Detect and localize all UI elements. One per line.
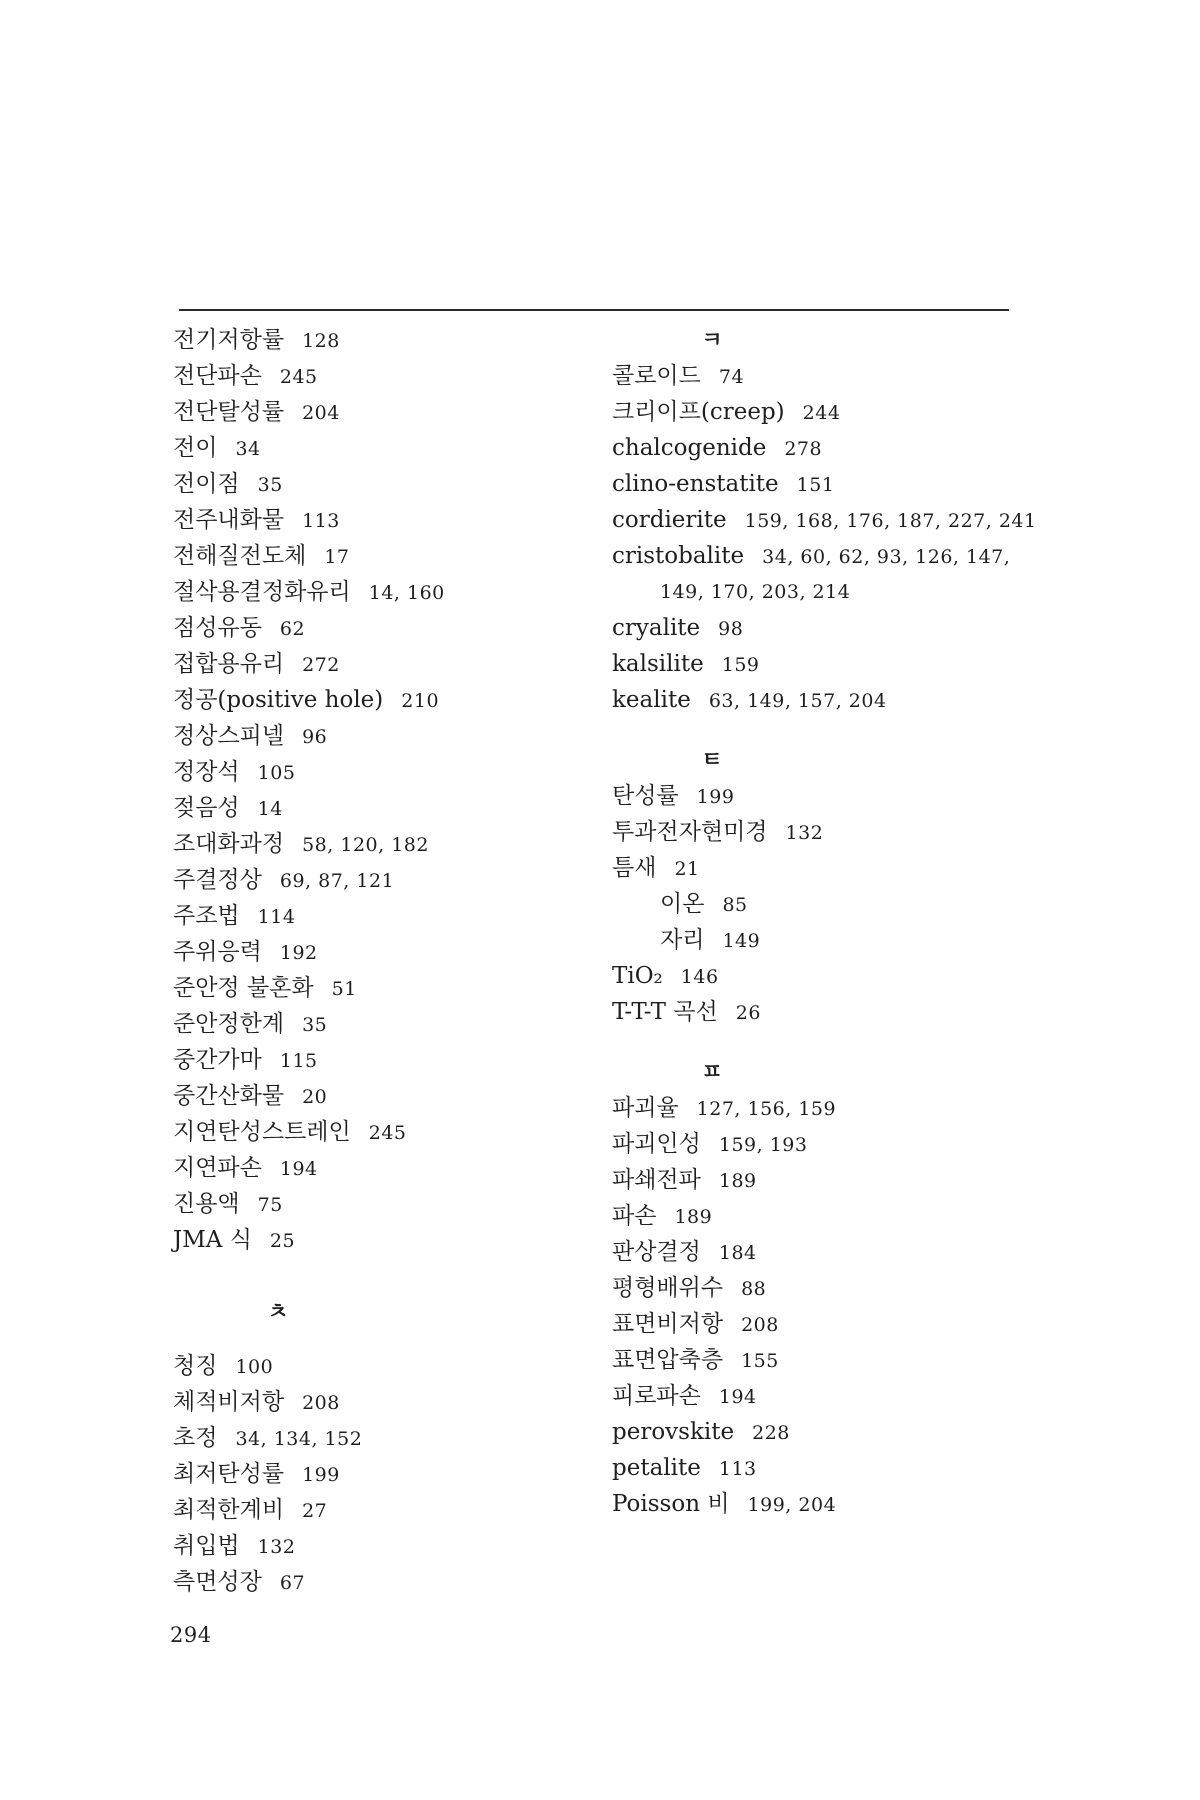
index-entry <box>612 850 1032 886</box>
index-term: 점성유동 <box>173 615 262 641</box>
index-pages: 113 <box>302 510 340 532</box>
index-pages: 149, 170, 203, 214 <box>660 581 851 603</box>
index-term: 체적비저항 <box>173 1389 285 1415</box>
index-pages: 34, 60, 62, 93, 126, 147, <box>762 546 1011 568</box>
index-entry <box>173 1384 593 1420</box>
index-pages: 17 <box>324 546 350 568</box>
index-term: 파괴인성 <box>612 1131 701 1157</box>
index-entry <box>173 934 593 970</box>
index-term: 진용액 <box>173 1191 240 1217</box>
index-entry <box>612 430 1032 466</box>
index-pages: 199 <box>696 786 735 808</box>
index-term: 전주내화물 <box>173 507 285 533</box>
index-pages: 245 <box>279 366 318 388</box>
index-entry <box>173 1006 593 1042</box>
index-pages: 155 <box>741 1350 779 1372</box>
section-header-p: ㅍ <box>701 1059 723 1085</box>
index-pages: 127, 156, 159 <box>696 1098 837 1120</box>
index-pages: 159, 193 <box>718 1134 808 1156</box>
right-column <box>612 322 1037 1522</box>
index-term: 파괴율 <box>612 1095 679 1121</box>
index-entry <box>173 790 593 826</box>
index-term: TiO₂ <box>612 963 663 989</box>
index-term: 전해질전도체 <box>173 543 307 569</box>
index-term: 표면비저항 <box>612 1311 724 1337</box>
index-term: 전단탈성률 <box>173 399 285 425</box>
index-pages: 278 <box>784 438 823 460</box>
index-term: 청징 <box>173 1353 218 1379</box>
index-pages: 96 <box>302 726 328 748</box>
index-entry <box>612 1162 1032 1198</box>
index-pages: 192 <box>279 942 318 964</box>
index-pages: 149 <box>722 930 761 952</box>
index-pages: 204 <box>302 402 340 424</box>
index-term: 조대화과정 <box>173 831 285 857</box>
index-entry <box>612 610 1032 646</box>
index-entry <box>173 826 593 862</box>
index-entry <box>173 646 593 682</box>
index-term: 지연파손 <box>173 1155 262 1181</box>
index-entry <box>612 1126 1032 1162</box>
index-term: 표면압축층 <box>612 1347 724 1373</box>
index-term: 전이점 <box>173 471 240 497</box>
index-entry <box>612 1306 1032 1342</box>
index-term: 피로파손 <box>612 1383 701 1409</box>
index-term: 평형배위수 <box>612 1275 724 1301</box>
index-entry <box>612 814 1032 850</box>
index-pages: 199, 204 <box>747 1494 837 1516</box>
index-pages: 105 <box>257 762 296 784</box>
index-term: 크리이프(creep) <box>612 399 785 425</box>
index-pages: 75 <box>257 1194 283 1216</box>
index-term: 절삭용결정화유리 <box>173 579 351 605</box>
index-term: 콜로이드 <box>612 363 701 389</box>
index-pages: 199 <box>302 1464 340 1486</box>
index-term: 틈새 <box>612 855 657 881</box>
index-entry <box>173 394 593 430</box>
index-entry <box>612 958 1032 994</box>
index-entry <box>173 682 593 718</box>
index-pages: 62 <box>279 618 306 640</box>
index-entry <box>612 466 1032 502</box>
index-entry <box>173 1492 593 1528</box>
index-term: 판상결정 <box>612 1239 701 1265</box>
index-entry <box>173 610 593 646</box>
index-entry <box>612 1378 1032 1414</box>
index-pages: 184 <box>718 1242 757 1264</box>
index-entry <box>173 1348 593 1384</box>
index-term: 자리 <box>660 927 705 953</box>
index-term: 정공(positive hole) <box>173 687 384 713</box>
index-pages: 132 <box>785 822 824 844</box>
index-term: 파쇄전파 <box>612 1167 701 1193</box>
index-pages: 128 <box>302 330 340 352</box>
index-entry <box>612 502 1037 538</box>
index-pages: 113 <box>718 1458 757 1480</box>
index-term: 전기저항률 <box>173 327 285 353</box>
index-entry <box>612 1342 1032 1378</box>
index-pages: 74 <box>718 366 745 388</box>
index-pages: 34 <box>235 438 261 460</box>
index-term: 초정 <box>173 1425 218 1451</box>
index-term: clino-enstatite <box>612 471 779 497</box>
index-term: 최저탄성률 <box>173 1461 285 1487</box>
index-entry <box>173 1042 593 1078</box>
index-term: 전이 <box>173 435 218 461</box>
index-pages: 21 <box>674 858 700 880</box>
index-entry <box>173 574 593 610</box>
index-entry <box>173 718 593 754</box>
index-entry <box>173 430 593 466</box>
index-pages: 115 <box>279 1050 318 1072</box>
index-entry <box>173 1222 593 1258</box>
index-pages: 210 <box>401 690 440 712</box>
index-pages: 159, 168, 176, 187, 227, 241 <box>744 510 1037 532</box>
section-gap <box>612 718 1032 742</box>
index-term: 측면성장 <box>173 1569 262 1595</box>
index-pages: 151 <box>796 474 835 496</box>
index-pages: 100 <box>235 1356 274 1378</box>
index-pages: 208 <box>741 1314 779 1336</box>
index-entry <box>612 1090 1032 1126</box>
index-pages: 20 <box>302 1086 328 1108</box>
index-entry <box>173 898 593 934</box>
index-term: 주결정상 <box>173 867 262 893</box>
index-pages: 114 <box>257 906 296 928</box>
index-pages: 194 <box>279 1158 318 1180</box>
index-entry <box>173 322 593 358</box>
right-entries-t <box>612 778 1032 1030</box>
index-term: Poisson 비 <box>612 1491 730 1517</box>
index-entry <box>612 886 1032 922</box>
index-pages: 228 <box>752 1422 790 1444</box>
index-pages: 189 <box>674 1206 713 1228</box>
left-column <box>173 322 593 1600</box>
index-term: T-T-T 곡선 <box>612 999 718 1025</box>
index-term: 취입법 <box>173 1533 240 1559</box>
index-term: 주위응력 <box>173 939 262 965</box>
index-entry <box>173 1150 593 1186</box>
index-term: 중간산화물 <box>173 1083 285 1109</box>
index-term: 젖음성 <box>173 795 240 821</box>
index-entry <box>173 1078 593 1114</box>
section-header-t: ㅌ <box>701 747 723 773</box>
index-term: 중간가마 <box>173 1047 262 1073</box>
index-term: 이온 <box>660 891 705 917</box>
index-entry <box>612 778 1032 814</box>
index-term: petalite <box>612 1455 701 1481</box>
index-entry <box>173 754 593 790</box>
index-entry <box>612 574 1032 610</box>
index-pages: 146 <box>680 966 719 988</box>
index-entry <box>612 538 1032 574</box>
index-pages: 34, 134, 152 <box>235 1428 363 1450</box>
index-entry <box>173 1420 593 1456</box>
section-gap <box>173 1330 593 1348</box>
index-pages: 194 <box>718 1386 757 1408</box>
left-entries-ch <box>173 1348 593 1600</box>
index-term: 정상스피넬 <box>173 723 285 749</box>
index-entry <box>612 1414 1032 1450</box>
index-entry <box>612 1270 1032 1306</box>
right-entries-k <box>612 358 1037 718</box>
index-entry <box>612 1198 1032 1234</box>
index-pages: 189 <box>718 1170 757 1192</box>
index-term: 지연탄성스트레인 <box>173 1119 351 1145</box>
index-pages: 208 <box>302 1392 340 1414</box>
index-entry <box>173 1528 593 1564</box>
index-pages: 69, 87, 121 <box>279 870 395 892</box>
index-term: 투과전자현미경 <box>612 819 768 845</box>
section-header-ch: ㅊ <box>267 1299 289 1325</box>
index-term: JMA 식 <box>173 1227 252 1253</box>
index-pages: 98 <box>718 618 744 640</box>
index-entry <box>612 922 1032 958</box>
index-entry <box>173 358 593 394</box>
right-entries-p <box>612 1090 1032 1522</box>
index-pages: 14 <box>257 798 283 820</box>
page-number: 294 <box>170 1623 212 1647</box>
index-term: 전단파손 <box>173 363 262 389</box>
index-pages: 35 <box>302 1014 328 1036</box>
index-pages: 25 <box>269 1230 296 1252</box>
index-term: kealite <box>612 687 691 713</box>
index-term: 탄성률 <box>612 783 679 809</box>
section-gap <box>173 1258 593 1294</box>
index-entry <box>612 358 1032 394</box>
index-pages: 88 <box>741 1278 767 1300</box>
index-term: cordierite <box>612 507 727 533</box>
index-entry <box>173 502 593 538</box>
index-entry <box>612 682 1032 718</box>
index-entry <box>612 994 1032 1030</box>
index-term: chalcogenide <box>612 435 767 461</box>
index-term: 정장석 <box>173 759 240 785</box>
index-pages: 51 <box>331 978 357 1000</box>
index-entry <box>173 538 593 574</box>
top-rule <box>179 309 1009 311</box>
index-pages: 245 <box>368 1122 407 1144</box>
index-term: cristobalite <box>612 543 745 569</box>
index-entry <box>612 1450 1032 1486</box>
index-entry <box>173 1456 593 1492</box>
index-term: 준안정 불혼화 <box>173 975 314 1001</box>
index-pages: 67 <box>279 1572 306 1594</box>
section-gap <box>612 1030 1032 1054</box>
index-term: 접합용유리 <box>173 651 285 677</box>
index-term: perovskite <box>612 1419 735 1445</box>
section-header-k: ㅋ <box>701 327 723 353</box>
index-entry <box>612 1486 1032 1522</box>
index-entry <box>173 1114 593 1150</box>
index-pages: 14, 160 <box>368 582 445 604</box>
index-term: kalsilite <box>612 651 704 677</box>
index-pages: 27 <box>302 1500 328 1522</box>
index-pages: 35 <box>257 474 283 496</box>
index-pages: 159 <box>721 654 760 676</box>
index-entry <box>173 1186 593 1222</box>
index-entry <box>173 1564 593 1600</box>
index-pages: 26 <box>735 1002 761 1024</box>
index-term: 준안정한계 <box>173 1011 285 1037</box>
index-term: 주조법 <box>173 903 240 929</box>
index-entry <box>173 466 593 502</box>
index-pages: 132 <box>257 1536 296 1558</box>
index-pages: 244 <box>802 402 841 424</box>
index-pages: 272 <box>302 654 340 676</box>
index-entry <box>173 970 593 1006</box>
index-term: 파손 <box>612 1203 657 1229</box>
index-pages: 63, 149, 157, 204 <box>708 690 887 712</box>
index-entry <box>612 646 1032 682</box>
left-entries <box>173 322 593 1258</box>
index-pages: 58, 120, 182 <box>302 834 429 856</box>
index-entry <box>612 1234 1032 1270</box>
index-entry <box>173 862 593 898</box>
index-entry <box>612 394 1032 430</box>
index-term: cryalite <box>612 615 701 641</box>
index-term: 최적한계비 <box>173 1497 285 1523</box>
index-pages: 85 <box>722 894 748 916</box>
